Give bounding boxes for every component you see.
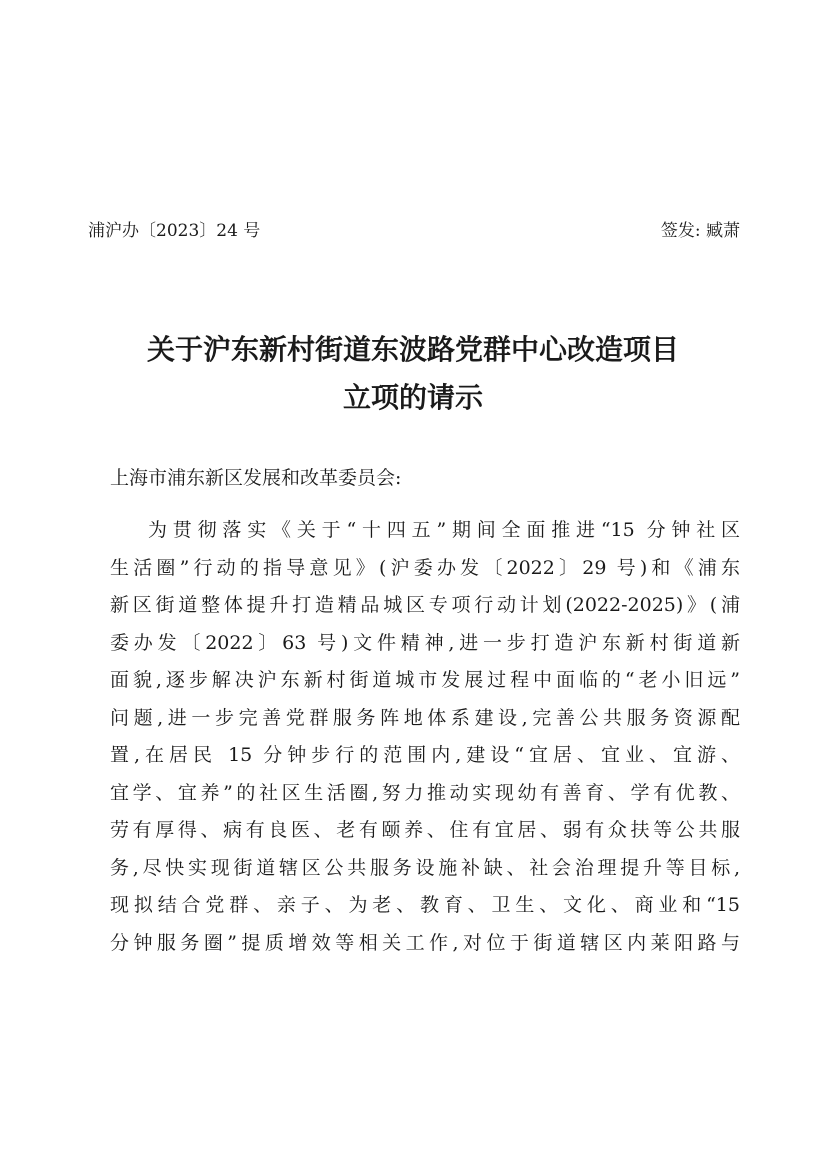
body-line: 置,在居民 15 分钟步行的范围内,建设“宜居、宜业、宜游、 — [110, 744, 740, 766]
body-line: 为贯彻落实《关于“十四五”期间全面推进“15 分钟社区 — [148, 519, 740, 541]
document-signer: 签发: 臧萧 — [660, 221, 740, 241]
body-line: 问题,进一步完善党群服务阵地体系建设,完善公共服务资源配 — [110, 706, 740, 729]
body-line: 面貌,逐步解决沪东新村街道城市发展过程中面临的“老小旧远” — [110, 669, 740, 691]
body-line: 新区街道整体提升打造精品城区专项行动计划(2022-2025)》(浦 — [110, 594, 740, 616]
body-line: 务,尽快实现街道辖区公共服务设施补缺、社会治理提升等目标, — [110, 856, 740, 879]
document-title — [80, 326, 746, 422]
document-title-line-2: 立项的请示 — [342, 381, 483, 414]
document-title-line-1: 关于沪东新村街道东波路党群中心改造项目 — [146, 333, 679, 366]
body-line: 宜学、宜养”的社区生活圈,努力推动实现幼有善育、学有优教、 — [110, 781, 740, 804]
body-line: 现拟结合党群、亲子、为老、教育、卫生、文化、商业和“15 — [110, 894, 740, 916]
document-number: 浦沪办〔2023〕24 号 — [88, 221, 261, 241]
addressee: 上海市浦东新区发展和改革委员会: — [110, 467, 402, 489]
body-line: 分钟服务圈”提质增效等相关工作,对位于街道辖区内莱阳路与 — [110, 931, 740, 954]
body-line: 劳有厚得、病有良医、老有颐养、住有宜居、弱有众扶等公共服 — [110, 819, 740, 841]
body-paragraph — [110, 512, 740, 962]
document-header — [88, 218, 740, 244]
body-line: 生活圈”行动的指导意见》(沪委办发〔2022〕29 号)和《浦东 — [110, 556, 740, 579]
body-line: 委办发〔2022〕63 号)文件精神,进一步打造沪东新村街道新 — [110, 631, 740, 654]
